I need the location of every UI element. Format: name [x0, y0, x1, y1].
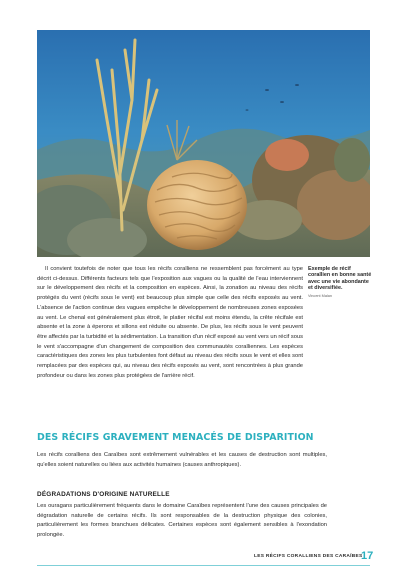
intro-paragraph: Il convient toutefois de noter que tous les récifs coralliens ne ressemblent pas forcément au type décrit ci-dessus. Différents facteurs tels que l'exposition aux vagues ou la qualité de l'eau interviennent sur le développement des récifs et la composition en espèces. Ainsi, la zonation au niveau des récifs protégés du vent (récifs sous le vent) est beaucoup plus simple que celle des récifs exposés au vent. L'absence de l'action continue des vagues empêche le développement de nombreuses zones exposées au vent. Le chenal est généralement plus étroit, le platier récifal est moins étendu, la crête récifale est absente et la zone à éperons et sillons est réduite ou absente. De plus, les récifs sous le vent peuvent être affectés par la turbidité et la sédimentation. La transition d'un récif exposé au vent vers un récif sous le vent s'accompagne d'un changement de composition des communautés coralliennes. Les espèces caractéristiques des zones les plus turbulentes font défaut au niveau des récifs sous le vent et elles sont remplacées par des espèces qui, au niveau des récifs exposés au vent, sont rencontrées à plus grande profondeur ou dans les zones plus protégées de l'arrière récif.	[37, 266, 303, 379]
footer-rule	[37, 565, 370, 566]
page-number: 17	[361, 550, 374, 562]
intro-section	[37, 265, 303, 381]
coral-reef-photo	[37, 30, 370, 257]
section-paragraph: Les récifs coralliens des Caraïbes sont extrêmement vulnérables et les causes de destruction sont multiples, qu'elles soient naturelles ou liées aux activités humaines (causes anthropiques).	[37, 452, 327, 468]
photo-caption	[308, 266, 372, 299]
sub-paragraph: Les ouragans particulièrement fréquents dans le domaine Caraïbes représentent l'une des causes principales de dégradation naturelle de certains récifs. Ils sont responsables de la destruction physique des colonies, particulièrement les formes branchues délicates. Certaines espèces sont également sensibles à l'exondation prolongée.	[37, 503, 327, 539]
section-body	[37, 451, 327, 470]
running-title: LES RÉCIFS CORALLIENS DES CARAÏBES	[254, 554, 363, 559]
caption-credit: Vincent Malan	[308, 293, 332, 298]
caption-text: Exemple de récif corallien en bonne santé avec une vie abondante et diversifiée.	[308, 266, 372, 292]
subsection-body	[37, 502, 327, 541]
section-heading: DES RÉCIFS GRAVEMENT MENACÉS DE DISPARITION	[37, 432, 314, 443]
subheading: DÉGRADATIONS D'ORIGINE NATURELLE	[37, 491, 170, 498]
